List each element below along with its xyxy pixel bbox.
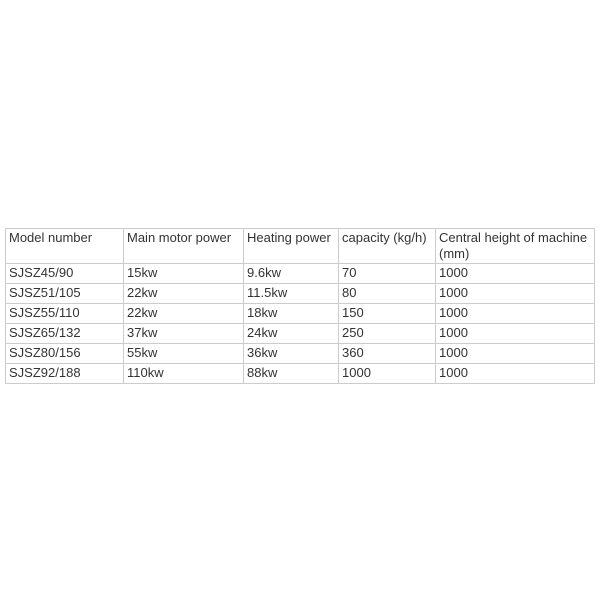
table-cell-motor: 110kw (124, 364, 244, 384)
table-cell-capacity: 150 (339, 304, 436, 324)
header-cell-central-height: Central height of machine (mm) (436, 229, 595, 264)
product-spec-table (5, 228, 595, 384)
header-cell-heating-power: Heating power (244, 229, 339, 264)
table-cell-motor: 55kw (124, 344, 244, 364)
table-cell-heating: 36kw (244, 344, 339, 364)
table-cell-height: 1000 (436, 344, 595, 364)
table-cell-capacity: 1000 (339, 364, 436, 384)
table-cell-capacity: 80 (339, 284, 436, 304)
table-cell-motor: 22kw (124, 284, 244, 304)
table-cell-model: SJSZ55/110 (6, 304, 124, 324)
table-cell-model: SJSZ65/132 (6, 324, 124, 344)
table-cell-motor: 37kw (124, 324, 244, 344)
header-cell-model-number: Model number (6, 229, 124, 264)
table-cell-heating: 24kw (244, 324, 339, 344)
table-cell-height: 1000 (436, 364, 595, 384)
header-cell-main-motor-power: Main motor power (124, 229, 244, 264)
table-cell-heating: 11.5kw (244, 284, 339, 304)
table-cell-height: 1000 (436, 284, 595, 304)
header-cell-capacity: capacity (kg/h) (339, 229, 436, 264)
table-row (6, 264, 595, 284)
table-cell-capacity: 70 (339, 264, 436, 284)
table-cell-heating: 88kw (244, 364, 339, 384)
table-cell-model: SJSZ92/188 (6, 364, 124, 384)
table-row (6, 344, 595, 364)
table-row (6, 324, 595, 344)
table-cell-height: 1000 (436, 304, 595, 324)
table-row (6, 304, 595, 324)
table-cell-height: 1000 (436, 324, 595, 344)
table-row (6, 364, 595, 384)
table-cell-capacity: 250 (339, 324, 436, 344)
table-cell-model: SJSZ51/105 (6, 284, 124, 304)
table-cell-heating: 9.6kw (244, 264, 339, 284)
table-cell-capacity: 360 (339, 344, 436, 364)
table-cell-heating: 18kw (244, 304, 339, 324)
table-cell-model: SJSZ80/156 (6, 344, 124, 364)
table-cell-model: SJSZ45/90 (6, 264, 124, 284)
header-row (6, 229, 595, 264)
table-cell-motor: 15kw (124, 264, 244, 284)
table-cell-motor: 22kw (124, 304, 244, 324)
table-cell-height: 1000 (436, 264, 595, 284)
table-row (6, 284, 595, 304)
